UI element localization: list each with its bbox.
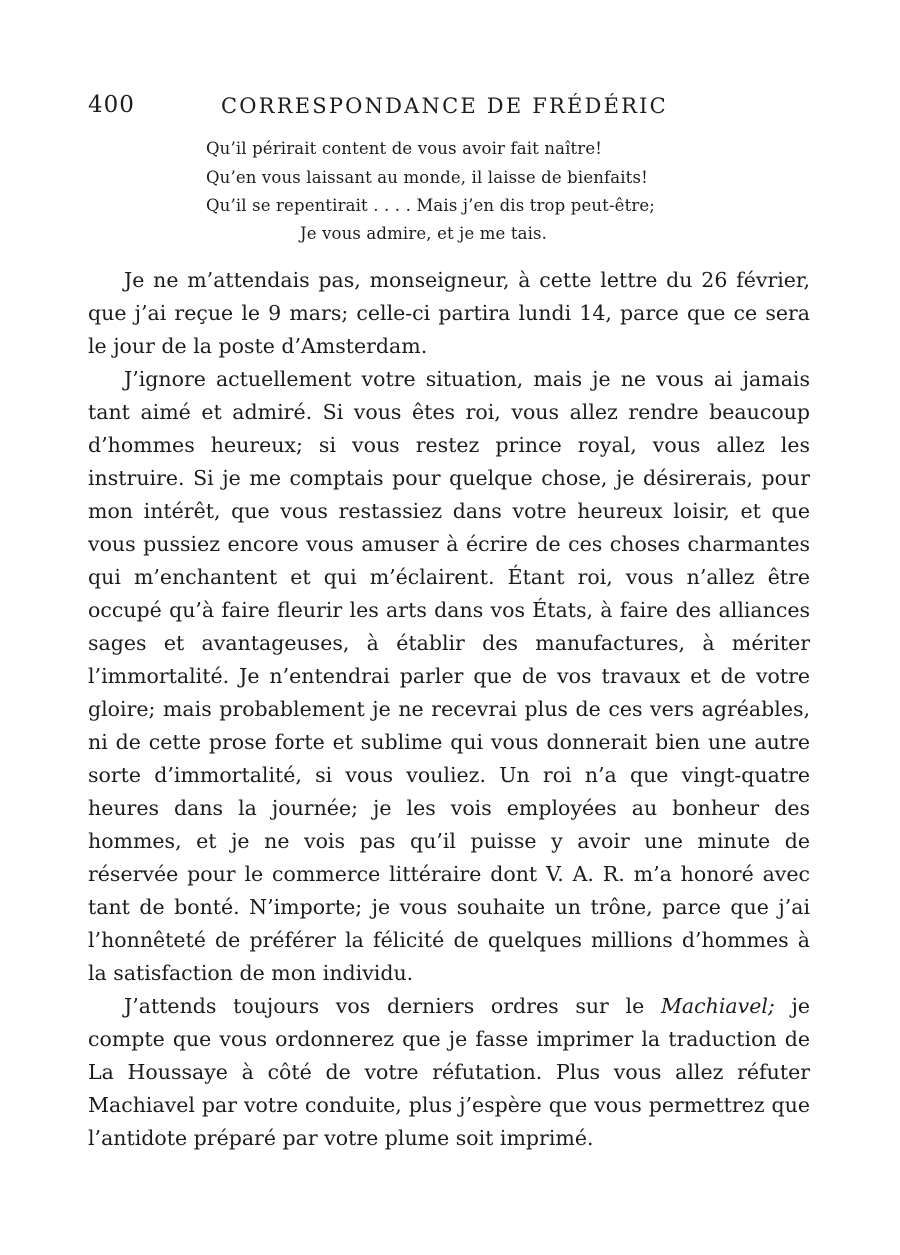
- paragraph-text: je compte que vous ordonnerez que je fasse imprimer la traduction de La Houssaye à côté de votre réfutation. Plus vous allez réfuter Machiavel par votre conduite, plus j’espère que vous permettrez que l’antidote préparé par votre plume soit imprimé.: [88, 994, 810, 1150]
- verse-line: Qu’il se repentirait . . . . Mais j’en dis trop peut-être;: [206, 196, 656, 215]
- letter-body: [88, 264, 810, 1155]
- page-header: [88, 92, 808, 126]
- page-number: 400: [88, 92, 135, 118]
- verse-line: Qu’en vous laissant au monde, il laisse de bienfaits!: [206, 168, 648, 187]
- verse-line: Je vous admire, et je me tais.: [300, 224, 548, 243]
- paragraph: [88, 990, 810, 1155]
- italic-title: Machiavel;: [660, 994, 775, 1018]
- verse-line: Qu’il périrait content de vous avoir fait naître!: [206, 139, 603, 158]
- paragraph: J’ignore actuellement votre situation, mais je ne vous ai jamais tant aimé et admiré. Si vous êtes roi, vous allez rendre beaucoup d’hommes heureux; si vous restez prince royal, vous allez les instruire. Si je me comptais pour quelque chose, je désirerais, pour mon intérêt, que vous restassiez dans votre heureux loisir, et que vous pussiez encore vous amuser à écrire de ces choses charmantes qui m’enchantent et qui m’éclairent. Étant roi, vous n’allez être occupé qu’à faire fleurir les arts dans vos États, à faire des alliances sages et avantageuses, à établir des manufactures, à mériter l’immortalité. Je n’entendrai parler que de vos travaux et de votre gloire; mais probablement je ne recevrai plus de ces vers agréables, ni de cette prose forte et sublime qui vous donnerait bien une autre sorte d’immortalité, si vous vouliez. Un roi n’a que vingt-quatre heures dans la journée; je les vois employées au bonheur des hommes, et je ne vois pas qu’il puisse y avoir une minute de réservée pour le commerce littéraire dont V. A. R. m’a honoré avec tant de bonté. N’importe; je vous souhaite un trône, parce que j’ai l’honnêteté de préférer la félicité de quelques millions d’hommes à la satisfaction de mon individu.: [88, 367, 810, 985]
- running-title: CORRESPONDANCE DE FRÉDÉRIC: [221, 94, 668, 118]
- paragraph: Je ne m’attendais pas, monseigneur, à cette lettre du 26 février, que j’ai reçue le 9 mars; celle-ci partira lundi 14, parce que ce sera le jour de la poste d’Amsterdam.: [88, 268, 810, 358]
- paragraph-text: J’attends toujours vos derniers ordres sur le: [124, 994, 661, 1018]
